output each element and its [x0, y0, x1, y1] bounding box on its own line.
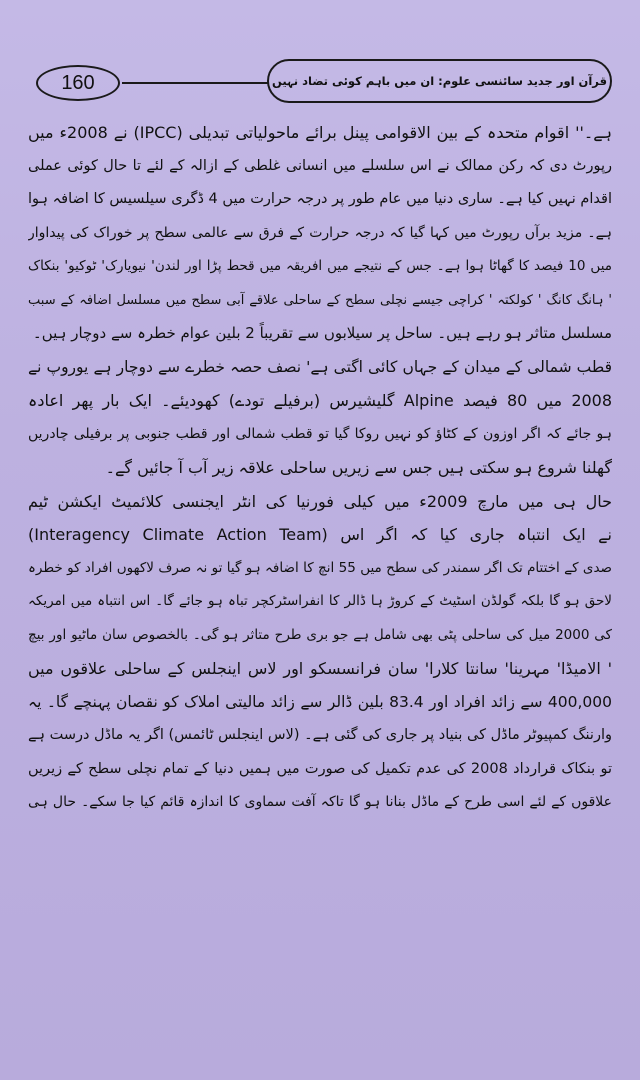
text-line: 400,000 سے زائد افراد اور 83.4 بلین ڈالر سے زائد مالیتی املاک کو نقصان پہنچے گا۔ یہ: [28, 692, 612, 711]
text-line: رپورٹ دی کہ رکن ممالک نے اس سلسلے میں انسانی غلطی کے ازالہ کے لئے تا حال کوئی عملی: [28, 157, 612, 174]
text-line: گھلنا شروع ہو سکتی ہیں جس سے زیریں ساحلی علاقہ زیر آب آ جائیں گے۔: [105, 458, 612, 477]
text-line: تو بنکاک قرارداد 2008 کی عدم تکمیل کی صورت میں ہمیں دنیا کے تمام نچلی سطح کے زیریں: [28, 760, 612, 777]
running-title: قرآن اور جدید سائنسی علوم: ان میں باہم کوئی تضاد نہیں: [267, 59, 612, 103]
page-header: [30, 55, 612, 107]
text-line: وارننگ کمپیوٹر ماڈل کی بنیاد پر جاری کی گئی ہے۔ (لاس اینجلس ٹائمس) اگر یہ ماڈل درست ہے: [28, 727, 612, 743]
text-line: ہے۔ مزید برآں رپورٹ میں کہا گیا کہ درجہ حرارت کے فرق سے عالمی سطح پر خوراک کی پیداوار: [28, 224, 612, 241]
text-line: صدی کے اختتام تک اگر سمندر کی سطح میں 55 انچ کا اضافہ ہو گیا تو نہ صرف لاکھوں افراد کو خطرہ: [28, 559, 612, 576]
text-line: لاحق ہو گا بلکہ گولڈن اسٹیٹ کے کروڑ ہا ڈالر کا انفراسٹرکچر تباہ ہو جائے گا۔ اس انتباہ میں امریکہ: [28, 593, 612, 609]
text-line: ' الامیڈا' مہرینا' سانتا کلارا' سان فرانسسکو اور لاس اینجلس کے ساحلی علاقوں میں: [28, 659, 612, 678]
text-line: ہے۔'' اقوام متحدہ کے بین الاقوامی پینل برائے ماحولیاتی تبدیلی (IPCC) نے 2008ء میں: [28, 123, 612, 142]
header-divider: [122, 82, 268, 84]
text-line: مسلسل متاثر ہو رہے ہیں۔ ساحل پر سیلابوں سے تقریباً 2 بلین عوام خطرہ سے دوچار ہیں۔: [32, 324, 612, 342]
text-line: اقدام نہیں کیا ہے۔ ساری دنیا میں عام طور پر درجہ حرارت میں 4 ڈگری سیلسیس کا اضافہ ہوا: [28, 191, 612, 207]
text-line: 2008 میں 80 فیصد Alpine گلیشیرس (برفیلے تودے) کھودیئے۔ ایک بار پھر اعادہ: [28, 391, 612, 410]
text-line: ' ہانگ کانگ ' کولکتہ ' کراچی جیسے نچلی سطح کے ساحلی علاقے آبی سطح میں مسلسل اضافہ کے سبب: [28, 292, 612, 308]
text-line: (Interagency Climate Action Team) نے ایک انتباہ جاری کیا کہ اگر اس: [28, 525, 612, 544]
page-number: 160: [36, 65, 120, 101]
text-line: علاقوں کے لئے اسی طرح کے ماڈل بنانا ہو گا تاکہ آفت سماوی کا اندازہ قائم کیا جا سکے۔ حال ہی: [28, 794, 612, 810]
text-line: قطب شمالی کے میدان کے جہاں کائی اگتی ہے' نصف حصہ خطرے سے دوچار ہے یوروپ نے: [28, 357, 612, 376]
text-line: میں 10 فیصد کا گھاٹا ہوا ہے۔ جس کے نتیجے میں افریقہ میں قحط پڑا اور لندن' نیویارک' ٹوکیو' بنکاک: [28, 258, 612, 274]
text-line: حال ہی میں مارچ 2009ء میں کیلی فورنیا کی انٹر ایجنسی کلائمیٹ ایکشن ٹیم: [28, 491, 612, 511]
text-line: ہو جائے کہ اگر اوزون کے کٹاؤ کو نہیں روکا گیا تو قطب شمالی اور قطب جنوبی پر برفیلی چادریں: [28, 425, 612, 442]
text-line: کی 2000 میل کی ساحلی پٹی بھی شامل ہے جو بری طرح متاثر ہو گی۔ بالخصوص سان ماٹیو اور بیچ: [28, 626, 612, 643]
body-text: [28, 116, 612, 820]
